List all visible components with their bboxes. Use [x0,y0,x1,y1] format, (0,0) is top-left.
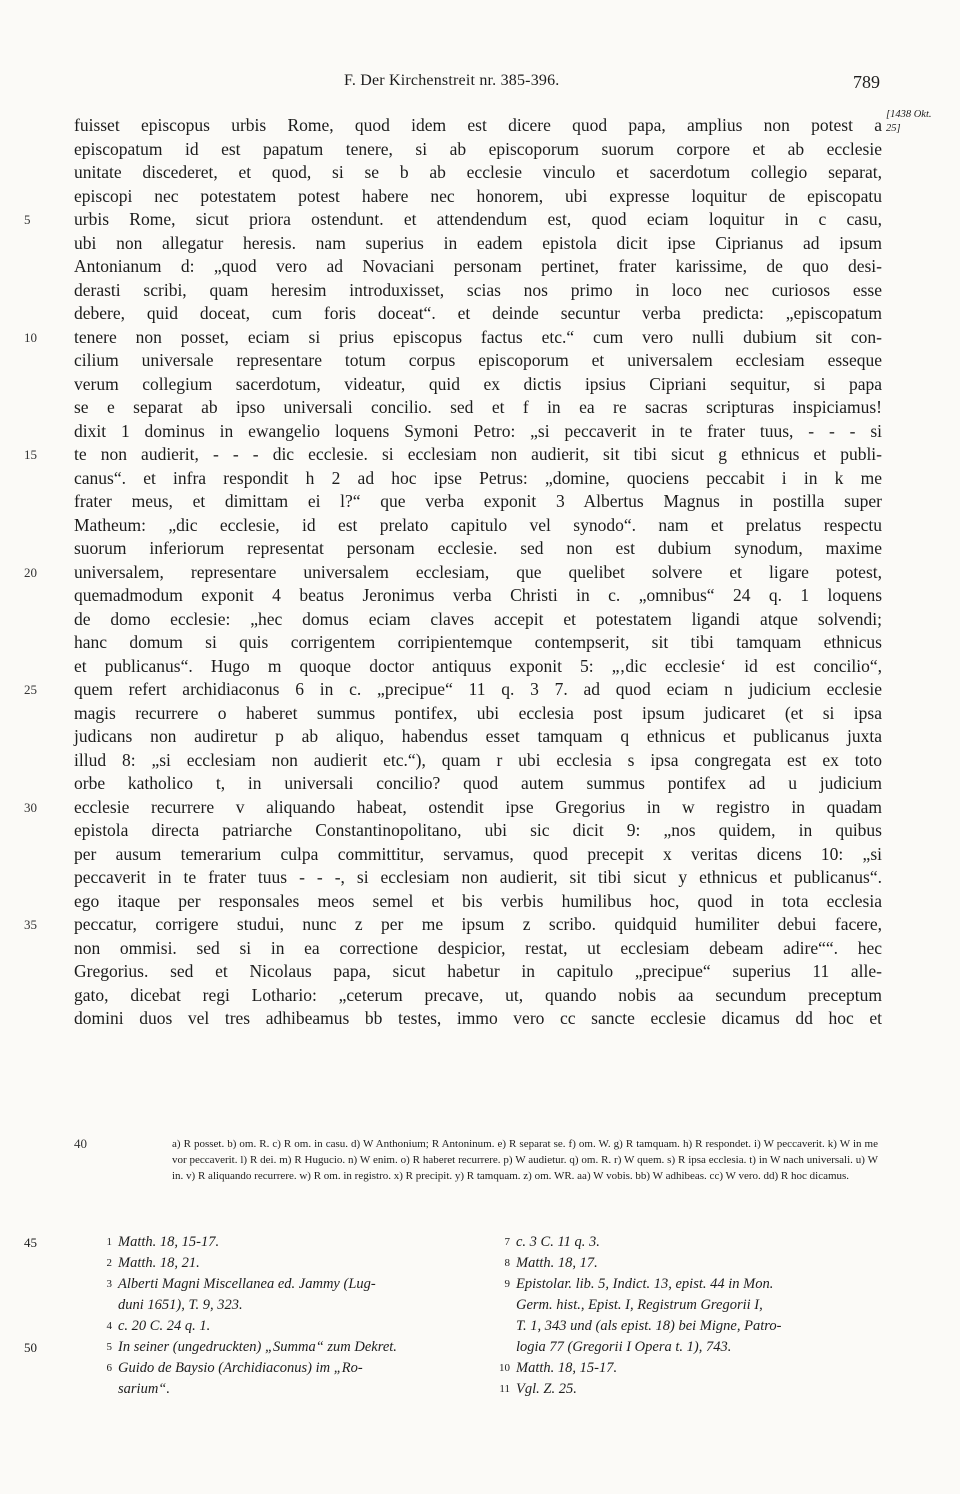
line-text: episcopatum id est papatum tenere, si ab episcoporum suorum corpore et ab ecclesie [74,138,882,159]
line-text: ecclesie recurrere v aliquando habeat, ostendit ipse Gregorius in w registro in quadam [74,796,882,817]
line-text: de domo ecclesie: „hec domus eciam claves accepit et potestatem ligandi atque solvendi; [74,608,882,629]
footnote-number: 11 [499,1383,510,1395]
footnotes-right-column [484,1232,884,1400]
line-text: et publicanus“. Hugo m quoque doctor antiquus exponit 5: „‚dic ecclesie‘ id est concilio“, [74,655,882,676]
footnote [484,1316,884,1337]
line-text: tenere non posset, eciam si prius episcopus factus etc.“ cum vero nulli dubium sit con- [74,326,882,347]
line-text: quem refert archidiaconus 6 in c. „precipue“ 11 q. 3 7. ad quod eciam n judicium ecclesie [74,679,882,699]
line-text: se e separat ab ipso universali concilio. sed et f in ea re sacras scripturas inspiciamus! [74,397,882,417]
footnote [86,1295,456,1316]
footnote-number: 9 [504,1278,510,1290]
text-line [74,631,882,655]
line-number: 10 [24,329,37,345]
footnote-text: T. 1, 343 und (als epist. 18) bei Migne, Patro- [516,1318,782,1334]
text-line [74,725,882,749]
text-line [74,584,882,608]
text-line [24,913,882,937]
line-text: peccaverit in te frater tuus - - -, si ecclesiam non audierit, sit tibi sicut y ethnicus et publicanus“. [74,867,882,887]
text-line [74,960,882,984]
running-header [74,72,880,96]
line-text: non ommisi. sed si in ea correctione despicior, restat, ut ecclesiam debeam adire““. hec [74,937,882,958]
footnote [24,1337,456,1358]
footnote-number: 1 [106,1236,112,1248]
footnote-text: Matth. 18, 15-17. [118,1234,220,1250]
footnote-text: c. 20 C. 24 q. 1. [118,1318,211,1334]
footnote [86,1379,456,1400]
footnote [86,1253,456,1274]
text-line [74,819,882,843]
line-text: orbe katholico t, in universali concilio? quod autem summus pontifex ad u judicium [74,773,882,793]
text-line [74,161,882,185]
footnote-text: Alberti Magni Miscellanea ed. Jammy (Lug- [118,1276,376,1292]
footnote [484,1295,884,1316]
line-text: epistola directa patriarche Constantinopolitano, ubi sic dicit 9: „nos quidem, in quibus [74,820,882,840]
line-text: gato, dicebat regi Lothario: „ceterum precave, ut, quando nobis aa secundum preceptum [74,984,882,1005]
text-line [74,702,882,726]
text-line [24,561,882,585]
footnote-text: c. 3 C. 11 q. 3. [516,1234,600,1250]
text-line [74,749,882,773]
line-text: hanc domum si quis corrigentem corripientemque contempserit, sit tibi tamquam ethnicus [74,632,882,652]
footnote [86,1274,456,1295]
main-text [24,114,882,1031]
text-line [74,349,882,373]
footnote-number: 4 [106,1320,112,1332]
footnote [86,1316,456,1337]
footnote [86,1358,456,1379]
footnote [484,1379,884,1400]
footnote [484,1358,884,1379]
line-text: debere, quid doceat, cum foris doceat“. et deinde secuntur verba predicta: „episcopatum [74,303,882,323]
footnote-text: Vgl. Z. 25. [516,1381,577,1397]
text-line [74,866,882,890]
footnote [484,1232,884,1253]
line-text: verum collegium sacerdotum, videatur, quid ex dictis ipsius Cipriani sequitur, si papa [74,373,882,394]
footnote-line-number: 45 [24,1235,37,1250]
line-text: Matheum: „dic ecclesie, id est prelato capitulo vel synodo“. nam et prelatus respectu [74,514,882,535]
text-line [24,443,882,467]
line-number: 15 [24,447,37,462]
text-line [74,138,882,162]
line-text: illud 8: „si ecclesiam non audierit etc.“), quam r ubi ecclesia s ipsa congregata est ex toto [74,749,882,770]
line-number: 30 [24,799,37,815]
text-line [74,420,882,444]
footnotes-left-column [24,1232,456,1400]
footnote-number: 6 [106,1362,112,1374]
text-line [74,114,882,138]
text-line [74,396,882,420]
line-text: dixit 1 dominus in ewangelio loquens Symoni Petro: „si peccaverit in te frater tuus, - - - si [74,420,882,441]
footnote [24,1232,456,1253]
line-text: peccatur, corrigere studui, nunc z per me ipsum z scribo. quidquid humiliter debui facere, [74,914,882,934]
footnote-number: 10 [499,1362,510,1374]
text-line [74,255,882,279]
footnote-number: 3 [106,1278,112,1290]
text-line [74,185,882,209]
footnote-text: Matth. 18, 21. [118,1255,200,1271]
line-text: unitate discederet, et quod, si se b ab ecclesie vinculo et sacerdotum collegio separat, [74,162,882,182]
line-text: suorum inferiorum representat personam ecclesie. sed non est dubium synodum, maxime [74,538,882,558]
footnote [484,1274,884,1295]
line-text: magis recurrere o haberet summus pontifex, ubi ecclesia post ipsum judicaret (et si ipsa [74,702,882,723]
footnote-text: Guido de Baysio (Archidiaconus) im „Ro- [118,1360,363,1376]
line-text: judicans non audiretur p ab aliquo, habendus esset tamquam q ethnicus et publicanus juxta [74,726,882,746]
footnote-line-number: 50 [24,1340,37,1355]
line-text: Antonianum d: „quod vero ad Novaciani personam pertinet, frater karissime, de quo desi- [74,256,882,276]
text-line [24,678,882,702]
line-text: ego itaque per responsales meos semel et bis verbis humilibus hoc, quod in tota ecclesia [74,890,882,911]
text-line [74,467,882,491]
text-line [74,490,882,514]
text-line [74,514,882,538]
footnote-number: 2 [106,1257,112,1269]
line-text: quemadmodum exponit 4 beatus Jeronimus verba Christi in c. „omnibus“ 24 q. 1 loquens [74,585,882,605]
line-text: cilium universale representare totum corpus episcoporum et universalem ecclesiam esseque [74,350,882,370]
text-line [24,326,882,350]
margin-date-note: [1438 Okt. 25] [886,109,932,134]
text-line [74,1007,882,1031]
text-line [74,890,882,914]
line-text: canus“. et infra respondit h 2 ad hoc ipse Petrus: „domine, quociens peccabit i in k me [74,467,882,488]
variant-apparatus [74,1136,878,1184]
text-line [74,232,882,256]
text-line [74,984,882,1008]
footnote-text: Matth. 18, 15-17. [516,1360,618,1376]
text-line [74,302,882,326]
line-text: frater meus, et dimittam ei l?“ que verba exponit 3 Albertus Magnus in postilla super [74,491,882,511]
footnote-text: sarium“. [118,1381,170,1397]
line-text: te non audierit, - - - dic ecclesie. si ecclesiam non audierit, sit tibi sicut g ethnicus et publi- [74,444,882,464]
line-text: per ausum temerarium culpa committitur, servamus, quod precepit x veritas dicens 10: „si [74,843,882,864]
footnote-text: logia 77 (Gregorii I Opera t. 1), 743. [516,1339,732,1355]
line-text: Gregorius. sed et Nicolaus papa, sicut habetur in capitulo „precipue“ superius 11 alle- [74,961,882,981]
footnote-number: 8 [504,1257,510,1269]
text-line [74,843,882,867]
text-line [74,373,882,397]
line-text: episcopi nec potestatem potest habere nec honorem, ubi expresse loquitur de episcopatu [74,185,882,206]
footnote-text: In seiner (ungedruckten) „Summa“ zum Dekret. [118,1339,397,1355]
footnote-text: Matth. 18, 17. [516,1255,598,1271]
running-title: F. Der Kirchenstreit nr. 385-396. [344,72,560,89]
footnote-text: Epistolar. lib. 5, Indict. 13, epist. 44 in Mon. [516,1276,774,1292]
line-text: domini duos vel tres adhibeamus bb testes, immo vero cc sancte ecclesie dicamus dd hoc et [74,1008,882,1028]
text-line [24,208,882,232]
footnote-number: 5 [106,1341,112,1353]
line-text: derasti scribi, quam heresim introduxisset, scias nos primo in loco nec curiosos esse [74,279,882,300]
apparatus-text: a) R posset. b) om. R. c) R om. in casu. d) W Anthonium; R Antoninum. e) R separat se. f) om. W. g) R tamquam. h) R respondet. i) W peccaverit. k) W in me vor peccaverit. l) R dei. m) R Hugucio. n) W enim. o) R haberet recurrere. p) W audietur. q) om. R. r) W quem. s) R ipsa ecclesia. t) in W nach universali. u) W in. v) R aliquando recurrere. w) R om. in registro. x) R precipit. y) R tamquam. z) om. WR. aa) W vobis. bb) W adhibeas. cc) W vero. dd) R hoc dicamus. [172,1138,878,1182]
apparatus-line-number: 40 [74,1136,87,1151]
text-line [74,279,882,303]
page-number: 789 [853,72,880,92]
text-line [74,772,882,796]
line-number: 5 [24,212,31,227]
footnote [484,1253,884,1274]
line-text: universalem, representare universalem ecclesiam, que quelibet solvere et ligare potest, [74,561,882,582]
line-number: 25 [24,682,37,697]
line-number: 20 [24,564,37,580]
footnote-text: Germ. hist., Epist. I, Registrum Gregorii I, [516,1297,763,1313]
text-line [74,537,882,561]
text-line [74,937,882,961]
text-line [74,608,882,632]
line-number: 35 [24,917,37,932]
footnote [484,1337,884,1358]
footnote-number: 7 [504,1236,510,1248]
text-line [24,796,882,820]
footnote-text: duni 1651), T. 9, 323. [118,1297,243,1313]
line-text: ubi non allegatur heresis. nam superius in eadem epistola dicit ipse Ciprianus ad ipsum [74,232,882,253]
line-text: fuisset episcopus urbis Rome, quod idem est dicere quod papa, amplius non potest a [74,115,882,135]
line-text: urbis Rome, sicut priora ostendunt. et attendendum est, quod eciam loquitur in c casu, [74,209,882,229]
text-line [74,655,882,679]
